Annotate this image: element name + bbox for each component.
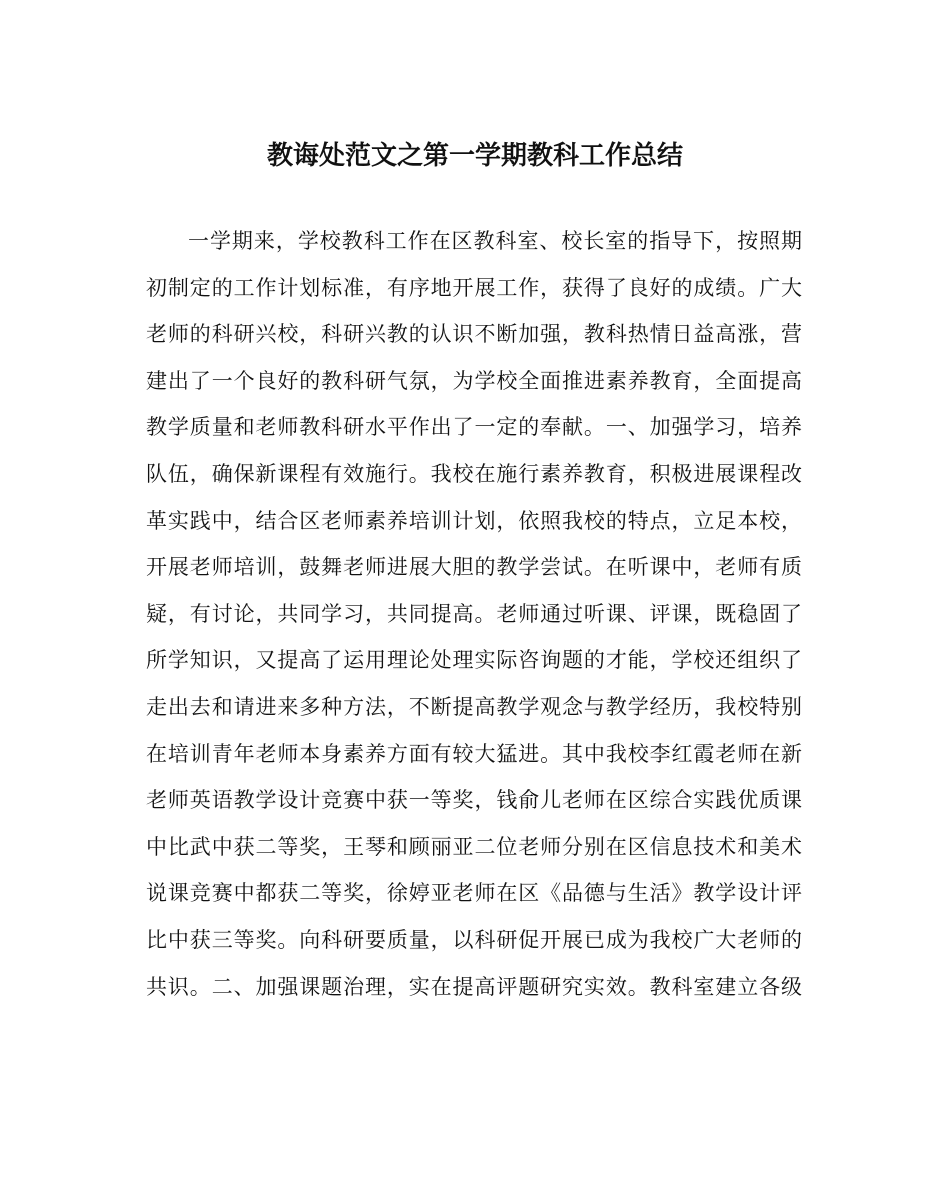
- body-line: 所学知识，又提高了运用理论处理实际咨询题的才能，学校还组织了: [146, 648, 802, 673]
- body-line: 一学期来，学校教科工作在区教科室、校长室的指导下，按照期: [188, 229, 802, 253]
- document-title: 教诲处范文之第一学期教科工作总结: [266, 141, 683, 171]
- body-line: 开展老师培训，鼓舞老师进展大胆的教学尝试。在听课中，老师有质: [146, 555, 802, 580]
- body-line: 革实践中，结合区老师素养培训计划，依照我校的特点，立足本校，: [146, 508, 802, 533]
- body-line: 建出了一个良好的教科研气氛，为学校全面推进素养教育，全面提高: [146, 368, 802, 393]
- body-line: 共识。二、加强课题治理，实在提高评题研究实效。教科室建立各级: [146, 974, 802, 999]
- body-line: 老师的科研兴校，科研兴教的认识不断加强，教科热情日益高涨，营: [146, 322, 802, 347]
- body-line: 疑，有讨论，共同学习，共同提高。老师通过听课、评课，既稳固了: [146, 601, 802, 626]
- body-line: 在培训青年老师本身素养方面有较大猛进。其中我校李红霞老师在新: [146, 741, 802, 766]
- body-line: 比中获三等奖。向科研要质量，以科研促开展已成为我校广大老师的: [146, 927, 802, 952]
- body-line: 初制定的工作计划标准，有序地开展工作，获得了良好的成绩。广大: [146, 275, 802, 300]
- body-line: 老师英语教学设计竞赛中获一等奖，钱俞儿老师在区综合实践优质课: [146, 788, 802, 813]
- document-body: [146, 218, 802, 1010]
- body-line: 说课竞赛中都获二等奖，徐婷亚老师在区《品德与生活》教学设计评: [146, 881, 802, 906]
- body-line: 队伍，确保新课程有效施行。我校在施行素养教育，积极进展课程改: [146, 461, 802, 486]
- body-line: 教学质量和老师教科研水平作出了一定的奉献。一、加强学习，培养: [146, 415, 802, 440]
- body-line: 走出去和请进来多种方法，不断提高教学观念与教学经历，我校特别: [146, 694, 802, 719]
- body-line: 中比武中获二等奖，王琴和顾丽亚二位老师分别在区信息技术和美术: [146, 834, 802, 859]
